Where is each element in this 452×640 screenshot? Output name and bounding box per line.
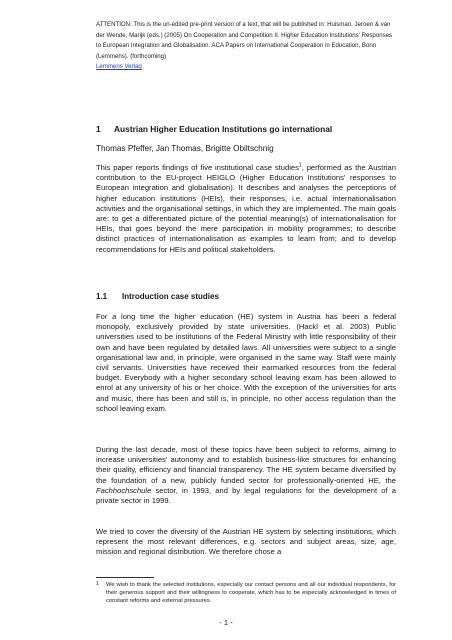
footnote-reference[interactable]: 1 — [298, 162, 302, 169]
footnote-mark: 1 — [96, 581, 99, 587]
intro-text-rest: , performed as the Austrian contribution to the EU-project HEIGLO (Higher Education Institutions' responses to European integration and globalisation). It describes and analyses the perceptions of higher education institutions (HEIs), their responses, i.e. actual internationalisation activities and the organisational settings, in which they are implemented. The main goals are: to get a differentiated picture of the potential meaning(s) of internationalisation for HEIs, that goes beyond the mere participation in mobility programmes; to describe distinct practices of internationalisation as examples to learn from; and to develop recommendations for HEIs and political stakeholders. — [96, 163, 396, 254]
preprint-notice-text: ATTENTION: This is the un-edited pre-print version of a text, that will be published in: Huisman, Jeroen & van der Wende, Marijk (eds.) (2005) On Cooperation and Competition II. Higher Education Institutions' Responses to European Integration and Globalisation. ACA Papers on International Cooperation in Education, Bonn (Lemmens). (forthcoming) — [96, 21, 393, 60]
footnote-1 — [96, 582, 396, 605]
paragraph-selection: We tried to cover the diversity of the Austrian HE system by selecting institutions, which represent the most relevant differences, e.g. sectors and subject areas, size, age, mission and regional distribution. We therefore chose a — [96, 527, 396, 557]
subsection-title: Introduction case studies — [122, 292, 219, 301]
reforms-text-start: During the last decade, most of these topics have been subject to reforms, aiming to increase universities' autonomy and to establish business-like structures for enhancing their quality, efficiency and financial transparency. The HE system became diversified by the foundation of a new, publicly funded sector for professionally-oriented HE, the — [96, 445, 396, 485]
subsection-number: 1.1 — [96, 292, 108, 301]
fachhochschule-term: Fachhochschule — [96, 485, 152, 495]
intro-text-start: This paper reports findings of five institutional case studies — [96, 163, 299, 172]
reforms-text-end: sector, in 1993, and by legal regulations for the development of a private sector in 1999. — [96, 485, 396, 506]
publisher-link[interactable]: Lemmens Verlag — [96, 63, 142, 70]
intro-paragraph — [96, 163, 396, 255]
paragraph-reforms — [96, 445, 396, 506]
section-number: 1 — [96, 124, 101, 134]
author-line: Thomas Pfeffer, Jan Thomas, Brigitte Obiltschnig — [96, 144, 274, 153]
footnote-divider — [96, 577, 154, 578]
section-title: Austrian Higher Education Institutions go international — [114, 124, 333, 134]
page-number: - 1 - — [219, 618, 233, 627]
section-heading-1 — [96, 124, 332, 134]
footnote-text: We wish to thank the selected institutions, especially our contact persons and all our individual respondents, for their generous support and their willingness to cooperate, which has to be especially acknowledged in times of constant reforms and external pressures. — [106, 582, 396, 604]
preprint-notice — [96, 20, 396, 73]
paragraph-hist: For a long time the higher education (HE) system in Austria has been a federal monopoly, exclusively provided by state universities. (Hackl et al. 2003) Public universities used to be institutions of the Federal Ministry with little responsibility of their own and have been regulated by detailed laws. All universities were subject to a single organisational law and, in principle, were organised in the same way. Staff were mainly civil servants. Universities have received their earmarked resources from the federal budget. Everybody with a higher secondary school leaving exam has been allowed to enrol at any university of his or her choice. With the exception of the universities for arts and music, there has been and still is, in principle, no other access regulation than the school leaving exam. — [96, 312, 396, 413]
section-heading-1-1 — [96, 292, 219, 301]
